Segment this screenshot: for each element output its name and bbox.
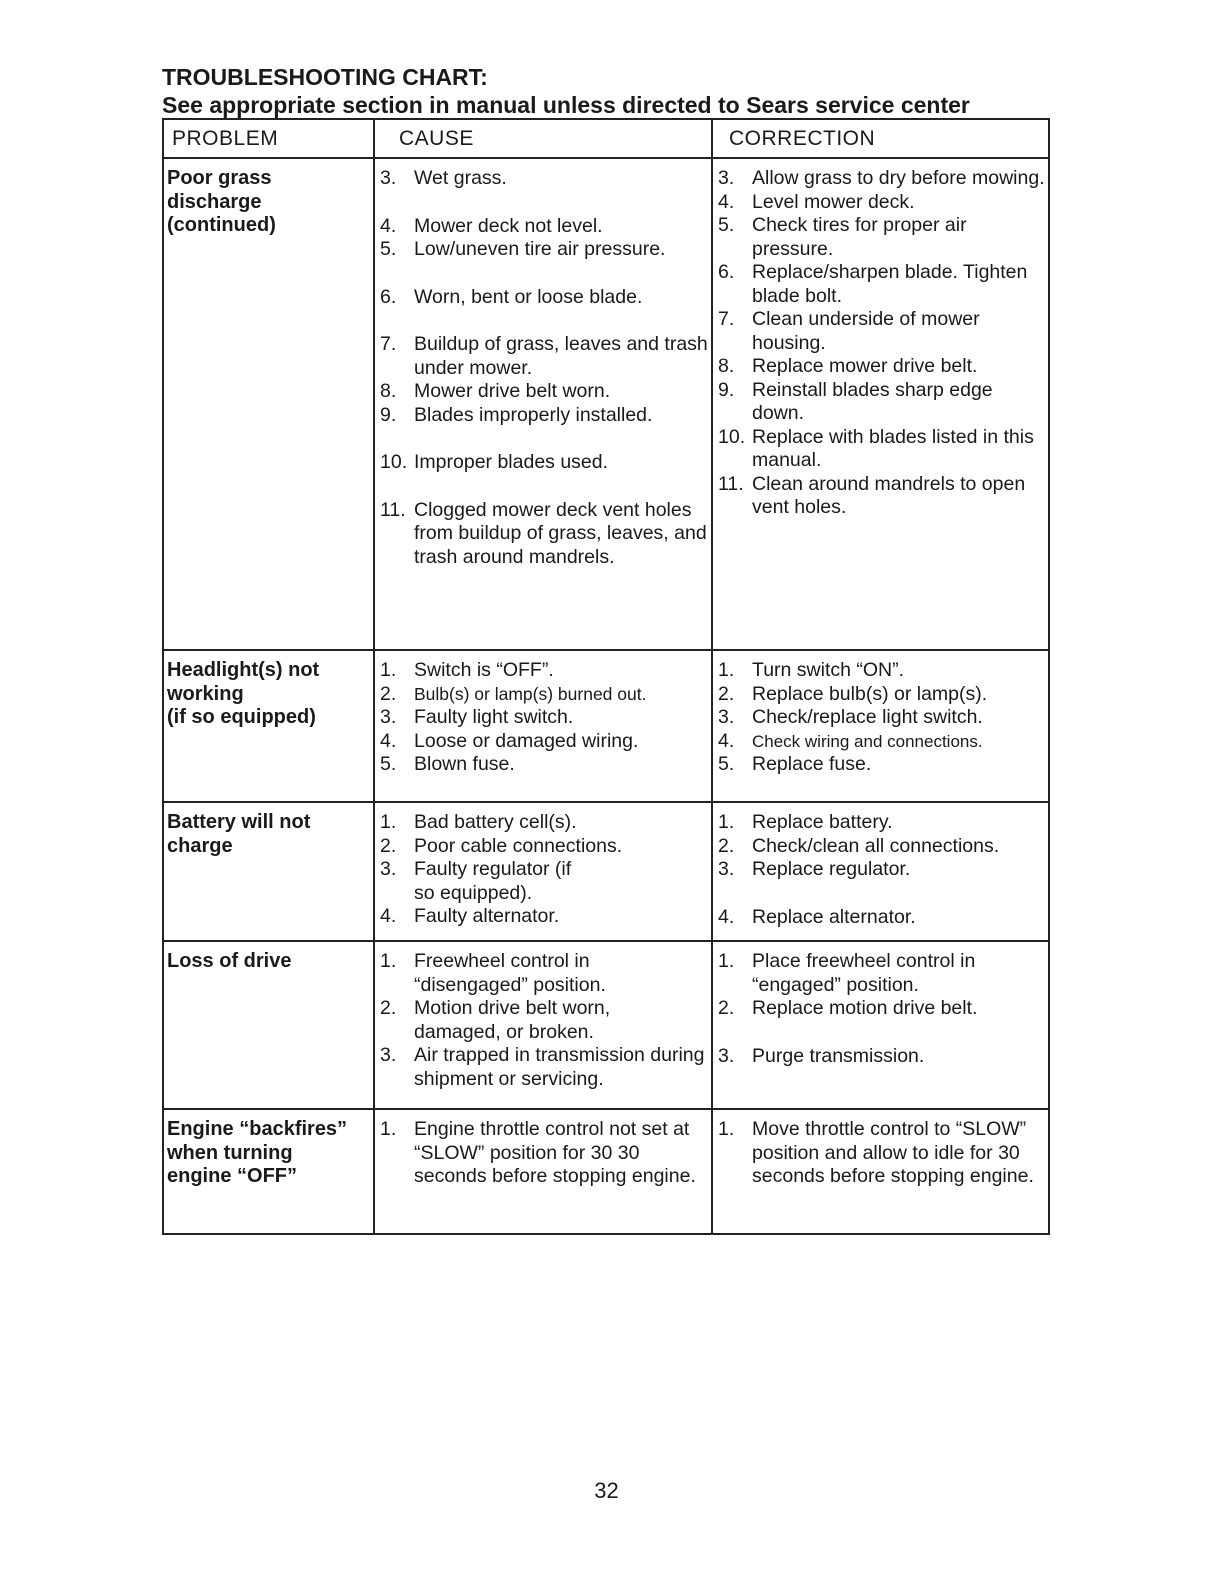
item-text: Faulty light switch. [414, 706, 574, 728]
problem-line: when turning [167, 1141, 293, 1164]
item-text: Replace battery. [752, 811, 893, 833]
item-number: 9. [380, 403, 397, 426]
item-text: Poor cable connections. [414, 834, 623, 857]
list-item [718, 261, 1046, 308]
list-item [380, 286, 709, 310]
list-item [380, 1118, 709, 1189]
item-number: 3. [380, 706, 397, 728]
list-item [380, 1044, 709, 1091]
problem-cell [163, 802, 374, 941]
item-text: Bad battery cell(s). [414, 811, 577, 833]
list-item [380, 753, 709, 777]
list-item [718, 753, 1046, 777]
correction-cell [712, 158, 1049, 650]
item-number: 2. [380, 834, 397, 857]
item-number: 5. [718, 214, 735, 236]
list-item [718, 730, 1046, 754]
list-item [380, 706, 709, 730]
list-item [380, 835, 709, 859]
item-text: Buildup of grass, leaves and trash under mower. [414, 333, 708, 379]
cause-cell [374, 158, 712, 650]
item-number: 3. [718, 706, 735, 728]
list-item [380, 997, 709, 1044]
item-number: 4. [380, 214, 397, 237]
item-number: 4. [718, 190, 735, 213]
list-item [718, 950, 1046, 997]
correction-cell [712, 1109, 1049, 1234]
list-item [718, 811, 1046, 835]
item-text: Check wiring and connections. [752, 731, 983, 751]
list-item [718, 355, 1046, 379]
item-number: 2. [380, 682, 397, 705]
item-number: 8. [380, 380, 397, 402]
problem-line: (if so equipped) [167, 706, 316, 728]
item-number: 1. [380, 1118, 397, 1140]
item-text: Blown fuse. [414, 753, 515, 775]
correction-cell [712, 650, 1049, 802]
cause-cell [374, 802, 712, 941]
table-row [163, 158, 1049, 650]
list-item [718, 835, 1046, 859]
item-number: 5. [380, 238, 397, 260]
problem-cell [163, 941, 374, 1109]
item-text: Mower drive belt worn. [414, 380, 611, 402]
correction-cell [712, 802, 1049, 941]
table-row [163, 1109, 1049, 1234]
item-text: Replace/sharpen blade. Tighten blade bolt. [752, 261, 1028, 307]
item-number: 1. [718, 1118, 735, 1140]
correction-cell [712, 941, 1049, 1109]
item-number: 3. [380, 1044, 397, 1066]
list-item [380, 905, 709, 929]
troubleshooting-table [162, 118, 1050, 1235]
item-number: 1. [380, 659, 397, 681]
list-item [718, 858, 1046, 882]
table-row [163, 802, 1049, 941]
list-item [380, 730, 709, 754]
item-text: Motion drive belt worn, damaged, or broken. [414, 997, 611, 1043]
item-text: Level mower deck. [752, 190, 915, 213]
item-text: Place freewheel control in “engaged” position. [752, 950, 976, 996]
list-item [718, 214, 1046, 261]
item-text: Replace mower drive belt. [752, 355, 978, 377]
item-number: 3. [718, 1044, 735, 1067]
item-text: Loose or damaged wiring. [414, 729, 639, 752]
header-cause: CAUSE [374, 119, 712, 158]
header-correction: CORRECTION [712, 119, 1049, 158]
item-text: Improper blades used. [414, 451, 609, 473]
item-number: 6. [380, 285, 397, 308]
page-number: 32 [594, 1478, 619, 1503]
problem-line: Poor grass [167, 167, 272, 189]
item-number: 2. [380, 997, 397, 1019]
item-number: 7. [718, 308, 735, 330]
problem-line: Engine “backfires” [167, 1118, 348, 1140]
item-number: 1. [718, 659, 735, 681]
item-number: 3. [380, 167, 397, 189]
item-text: Check tires for proper air pressure. [752, 214, 967, 260]
item-number: 2. [718, 682, 735, 705]
item-number: 7. [380, 333, 397, 355]
item-text: Allow grass to dry before mowing. [752, 167, 1045, 189]
item-text: Worn, bent or loose blade. [414, 285, 643, 308]
item-number: 1. [718, 950, 735, 972]
list-item [380, 659, 709, 683]
item-text: Freewheel control in “disengaged” position. [414, 950, 606, 996]
chart-title: TROUBLESHOOTING CHART: [162, 64, 488, 90]
list-item [718, 1045, 1046, 1069]
item-text: Clean underside of mower housing. [752, 308, 980, 354]
item-number: 10. [718, 425, 746, 448]
problem-line: (continued) [167, 214, 276, 236]
item-text: Replace alternator. [752, 905, 916, 928]
item-text: Blades improperly installed. [414, 403, 653, 426]
list-item [380, 858, 709, 905]
item-text: Move throttle control to “SLOW” position and allow to idle for 30 seconds before stopping engine. [752, 1118, 1034, 1187]
list-item [380, 380, 709, 404]
item-number: 5. [718, 753, 735, 775]
item-text: Faulty regulator (if so equipped). [414, 858, 572, 904]
item-number: 1. [718, 811, 735, 833]
list-item [718, 706, 1046, 730]
item-text: Purge transmission. [752, 1044, 925, 1067]
item-number: 1. [380, 950, 397, 972]
list-item [380, 451, 709, 475]
list-item [718, 997, 1046, 1021]
item-number: 4. [718, 905, 735, 928]
problem-line: Loss of drive [167, 950, 292, 972]
item-number: 3. [380, 858, 397, 880]
item-text: Air trapped in transmission during shipment or servicing. [414, 1044, 705, 1090]
item-number: 10. [380, 451, 408, 473]
problem-line: engine “OFF” [167, 1165, 297, 1187]
item-text: Replace regulator. [752, 858, 911, 880]
cause-cell [374, 650, 712, 802]
item-text: Replace bulb(s) or lamp(s). [752, 682, 988, 705]
cause-cell [374, 941, 712, 1109]
item-number: 5. [380, 753, 397, 775]
list-item [380, 215, 709, 239]
item-number: 3. [718, 167, 735, 189]
item-text: Reinstall blades sharp edge down. [752, 378, 993, 424]
list-item [718, 683, 1046, 707]
item-text: Bulb(s) or lamp(s) burned out. [414, 683, 647, 704]
item-number: 6. [718, 261, 735, 283]
list-item [718, 1118, 1046, 1189]
list-item [718, 308, 1046, 355]
list-item [718, 379, 1046, 426]
chart-subtitle: See appropriate section in manual unless directed to Sears service center [162, 92, 970, 118]
item-text: Replace fuse. [752, 753, 872, 775]
item-text: Faulty alternator. [414, 905, 560, 927]
item-number: 4. [380, 729, 397, 752]
problem-line: charge [167, 834, 233, 857]
item-text: Low/uneven tire air pressure. [414, 238, 666, 260]
table-header-row [163, 119, 1049, 158]
item-text: Replace with blades listed in this manual. [752, 425, 1034, 471]
item-text: Clogged mower deck vent holes from buildup of grass, leaves, and trash around mandrels. [414, 498, 707, 568]
item-number: 11. [380, 498, 406, 521]
problem-line: working [167, 682, 244, 705]
problem-cell [163, 158, 374, 650]
table-row [163, 650, 1049, 802]
item-text: Turn switch “ON”. [752, 659, 905, 681]
list-item [380, 404, 709, 428]
list-item [718, 659, 1046, 683]
problem-line: Battery will not [167, 811, 311, 833]
list-item [380, 683, 709, 707]
list-item [718, 906, 1046, 930]
problem-cell [163, 1109, 374, 1234]
item-number: 11. [718, 472, 744, 495]
list-item [718, 426, 1046, 473]
problem-line: Headlight(s) not [167, 659, 320, 681]
list-item [718, 167, 1046, 191]
list-item [380, 167, 709, 191]
problem-cell [163, 650, 374, 802]
list-item [718, 191, 1046, 215]
problem-line: discharge [167, 190, 262, 213]
item-number: 3. [718, 858, 735, 880]
item-number: 2. [718, 997, 735, 1019]
item-number: 4. [380, 905, 397, 927]
list-item [380, 499, 709, 570]
item-number: 8. [718, 355, 735, 377]
list-item [380, 238, 709, 262]
list-item [380, 950, 709, 997]
cause-cell [374, 1109, 712, 1234]
item-text: Replace motion drive belt. [752, 997, 978, 1019]
list-item [380, 811, 709, 835]
list-item [380, 333, 709, 380]
item-text: Switch is “OFF”. [414, 659, 554, 681]
item-number: 9. [718, 378, 735, 401]
list-item [718, 473, 1046, 520]
table-row [163, 941, 1049, 1109]
item-text: Engine throttle control not set at “SLOW” position for 30 30 seconds before stopping engine. [414, 1118, 696, 1187]
header-problem: PROBLEM [163, 119, 374, 158]
item-number: 2. [718, 834, 735, 857]
item-text: Wet grass. [414, 167, 507, 189]
item-text: Check/replace light switch. [752, 706, 983, 728]
item-text: Mower deck not level. [414, 214, 603, 237]
item-text: Clean around mandrels to open vent holes. [752, 472, 1026, 518]
item-number: 4. [718, 729, 735, 752]
item-text: Check/clean all connections. [752, 834, 1000, 857]
item-number: 1. [380, 811, 397, 833]
